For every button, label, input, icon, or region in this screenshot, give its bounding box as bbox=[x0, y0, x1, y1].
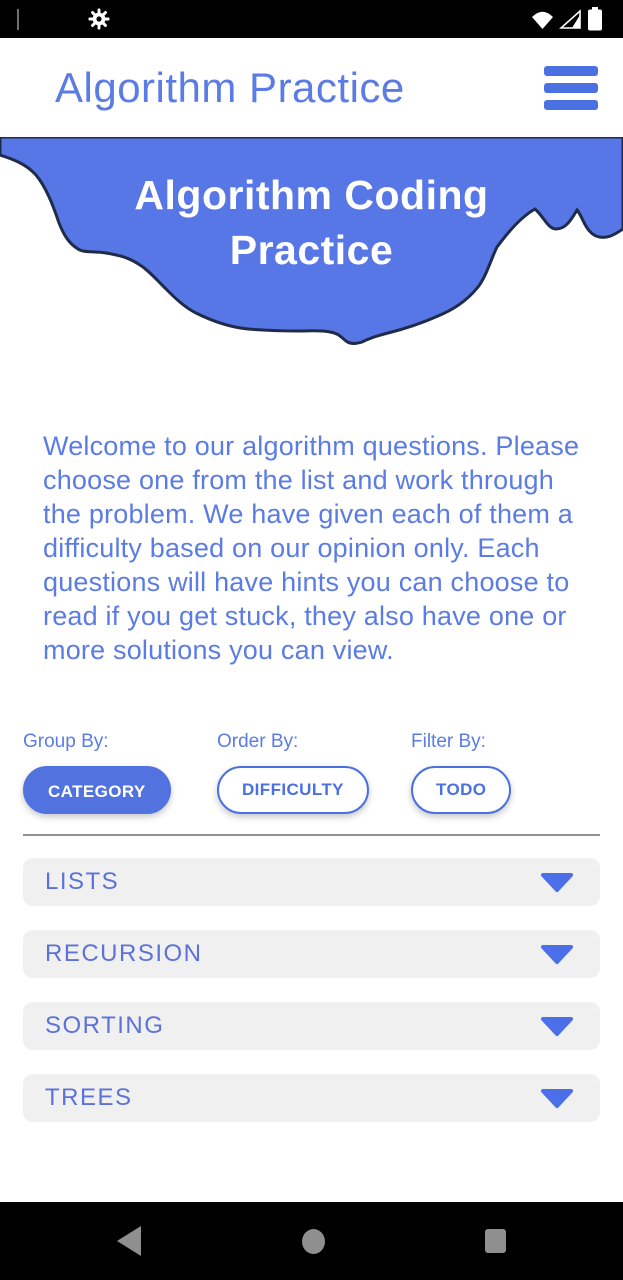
category-row-sorting[interactable] bbox=[23, 1002, 600, 1050]
recents-icon[interactable] bbox=[485, 1229, 506, 1253]
notification-line-icon bbox=[17, 9, 19, 30]
app-bar bbox=[0, 38, 623, 137]
wifi-icon bbox=[531, 9, 554, 30]
status-bar bbox=[0, 0, 623, 38]
category-row-trees[interactable] bbox=[23, 1074, 600, 1122]
chevron-down-icon bbox=[540, 944, 574, 965]
filter-by-section bbox=[411, 731, 511, 814]
divider bbox=[23, 834, 600, 836]
hero-title-line1: Algorithm Coding bbox=[134, 172, 489, 218]
category-row-lists[interactable] bbox=[23, 858, 600, 906]
category-label: SORTING bbox=[45, 1012, 165, 1039]
category-label: RECURSION bbox=[45, 940, 203, 967]
gear-icon bbox=[88, 8, 110, 30]
category-label: TREES bbox=[45, 1084, 133, 1111]
hero-banner bbox=[0, 137, 623, 353]
group-by-section bbox=[23, 731, 217, 814]
app-title: Algorithm Practice bbox=[55, 63, 405, 111]
order-by-section bbox=[217, 731, 411, 814]
hero-title bbox=[0, 168, 623, 278]
cell-signal-icon bbox=[559, 9, 582, 30]
hero-title-line2: Practice bbox=[229, 227, 394, 273]
category-row-recursion[interactable] bbox=[23, 930, 600, 978]
hamburger-menu-icon[interactable] bbox=[542, 64, 600, 112]
home-icon[interactable] bbox=[302, 1229, 325, 1254]
chevron-down-icon bbox=[540, 1088, 574, 1109]
category-list bbox=[0, 858, 623, 1122]
chevron-down-icon bbox=[540, 1016, 574, 1037]
order-by-button[interactable]: DIFFICULTY bbox=[217, 766, 369, 814]
battery-icon bbox=[587, 7, 603, 31]
filter-by-button[interactable]: TODO bbox=[411, 766, 511, 814]
welcome-paragraph: Welcome to our algorithm questions. Please choose one from the list and work through the problem. We have given each of them a difficulty based on our opinion only. Each questions will have hints you can choose to read if you get stuck, they also have one or more solutions you can view. bbox=[43, 431, 580, 665]
back-icon[interactable] bbox=[117, 1226, 141, 1256]
chevron-down-icon bbox=[540, 872, 574, 893]
filter-controls bbox=[23, 731, 600, 814]
group-by-label: Group By: bbox=[23, 731, 109, 752]
status-icons bbox=[531, 7, 603, 31]
filter-by-label: Filter By: bbox=[411, 731, 486, 752]
android-nav-bar bbox=[0, 1202, 623, 1280]
order-by-label: Order By: bbox=[217, 731, 299, 752]
group-by-button[interactable]: CATEGORY bbox=[23, 766, 171, 814]
category-label: LISTS bbox=[45, 868, 120, 895]
